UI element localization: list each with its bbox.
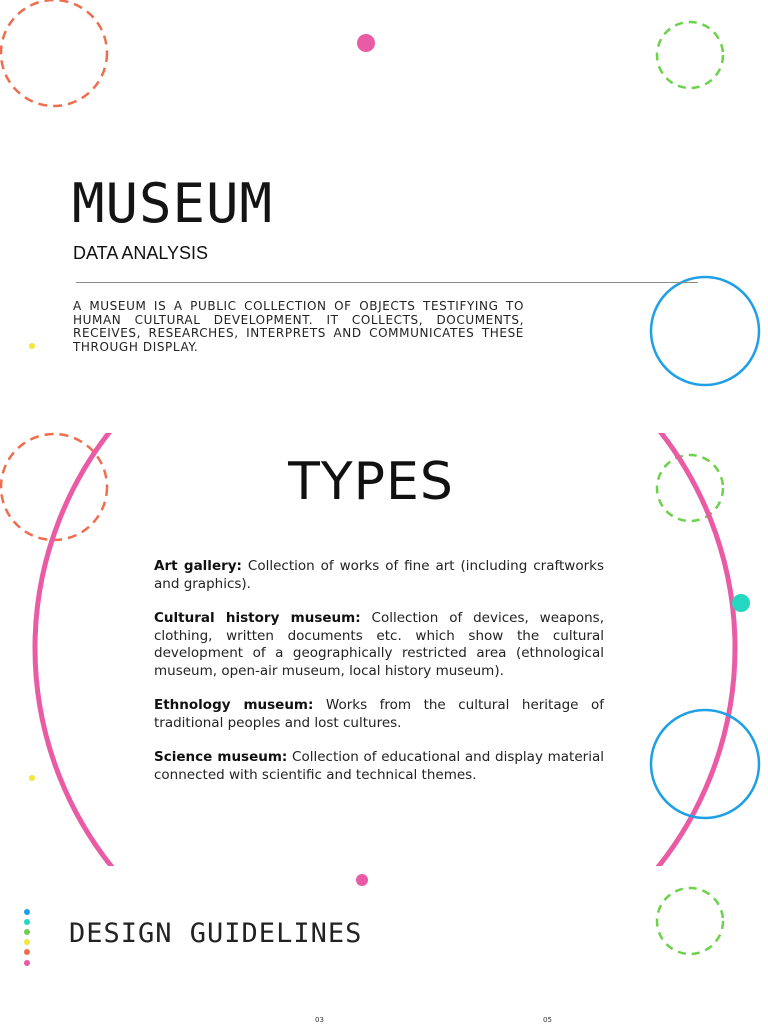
type-name: Ethnology museum: [154,697,314,713]
page-subtitle: DATA ANALYSIS [73,243,209,263]
type-name: Cultural history museum: [154,610,361,626]
blue-circle-lower [651,710,759,818]
dot-coral [24,949,30,955]
divider-line [76,282,698,283]
type-item-ethnology [154,697,604,732]
type-name: Art gallery: [154,558,242,574]
page-number-03: 03 [315,1016,324,1024]
intro-paragraph: A MUSEUM IS A PUBLIC COLLECTION OF OBJECTS TESTIFYING TO HUMAN CULTURAL DEVELOPMENT. IT COLLECTS, DOCUMENTS, RECEIVES, RESEARCHES, INTERPRETS AND COMMUNICATES THESE THROUGH DISPLAY. [73,299,524,354]
page-title: MUSEUM [72,172,274,235]
blue-circle-upper [651,277,759,385]
dot-teal [24,919,30,925]
dashed-circle-green-top [657,22,723,88]
types-list [154,558,604,801]
type-item-cultural-history [154,610,604,680]
pink-dot-top [357,34,375,52]
pink-dot-bottom [356,874,368,886]
type-description: Collection of works of fine art (including craftworks and graphics). [154,558,604,592]
dashed-circle-green-bottom [657,888,723,954]
page-number-05: 05 [543,1016,552,1024]
dot-green [24,929,30,935]
type-description: Collection of devices, weapons, clothing, written documents etc. which show the cultural development of a geographically restricted area (ethnological museum, open-air museum, local history museum). [154,610,604,679]
types-heading: TYPES [288,452,454,512]
type-description: Collection of educational and display material connected with scientific and technical themes. [154,749,604,783]
type-name: Science museum: [154,749,288,765]
dot-yellow [24,939,30,945]
type-item-art-gallery [154,558,604,593]
teal-dot [732,594,750,612]
type-description: Works from the cultural heritage of traditional peoples and lost cultures. [154,697,605,731]
dot-blue-1 [24,909,30,915]
yellow-dot-upper [29,343,35,349]
yellow-dot-lower [29,775,35,781]
dot-pink [24,960,30,966]
type-item-science [154,749,604,784]
dashed-circle-coral-top [1,0,107,106]
design-guidelines-heading: DESIGN GUIDELINES [69,918,363,949]
